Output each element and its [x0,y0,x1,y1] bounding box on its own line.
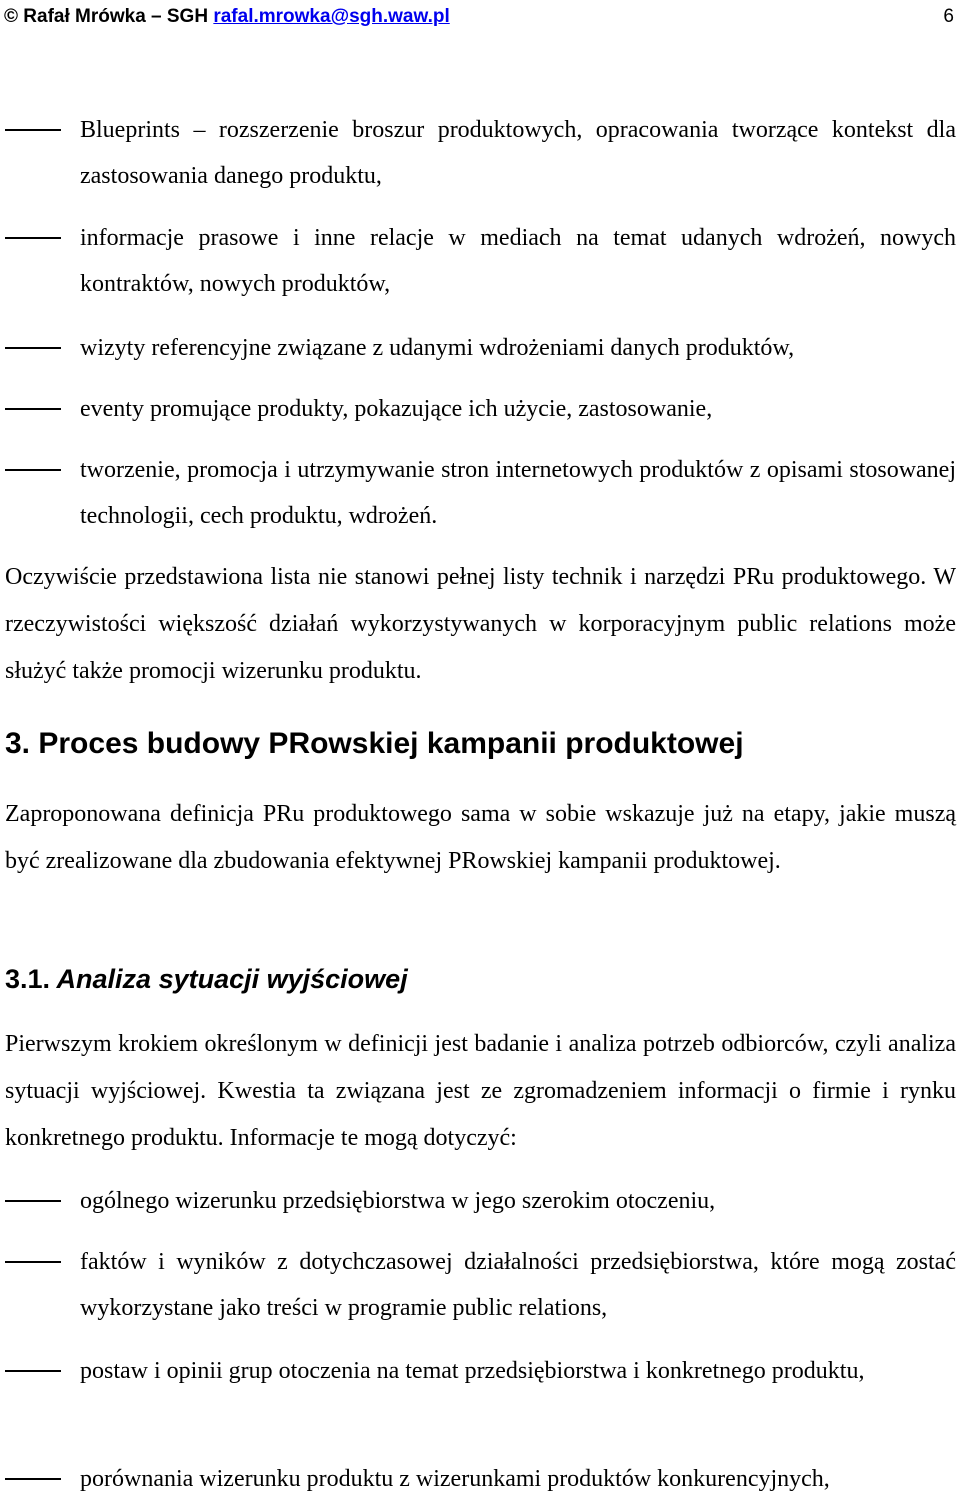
list-item-text: informacje prasowe i inne relacje w mediach na temat udanych wdrożeń, nowych kontraktów, nowych produktów, [80,225,956,297]
list-item [5,386,956,432]
header-author-line [4,4,450,30]
subsection-heading [5,964,408,995]
list-item [5,107,956,199]
paragraph: Zaproponowana definicja PRu produktowego sama w sobie wskazuje już na etapy, jakie muszą być zrealizowane dla zbudowania efektywnej PRowskiej kampanii produktowej. [5,801,956,874]
header-author: © Rafał Mrówka – SGH [4,6,209,27]
list-item [5,1178,956,1224]
list-item [5,215,956,307]
paragraph: Oczywiście przedstawiona lista nie stanowi pełnej listy technik i narzędzi PRu produktowego. W rzeczywistości większość działań wykorzystywanych w korporacyjnym public relations może służyć także promocji wizerunku produktu. [5,564,956,684]
list-item-text: porównania wizerunku produktu z wizerunkami produktów konkurencyjnych, [80,1466,830,1492]
section-number: 3. [5,727,31,760]
list-item-text: wizyty referencyjne związane z udanymi wdrożeniami danych produktów, [80,335,795,361]
list-item-text: postaw i opinii grup otoczenia na temat przedsiębiorstwa i konkretnego produktu, [80,1358,865,1384]
list-item-text: Blueprints – rozszerzenie broszur produktowych, opracowania tworzące kontekst dla zastosowania danego produktu, [80,117,956,189]
page-header [4,4,954,30]
page-number: 6 [943,6,954,27]
paragraph: Pierwszym krokiem określonym w definicji jest badanie i analiza potrzeb odbiorców, czyli analiza sytuacji wyjściowej. Kwestia ta związana jest ze zgromadzeniem informacji o firmie i rynku konkretnego produktu. Informacje te mogą dotyczyć: [5,1031,956,1151]
section-heading [5,727,744,761]
subsection-number: 3.1. [5,964,51,994]
list-item [5,447,956,539]
section-title: Proces budowy PRowskiej kampanii produktowej [38,727,744,760]
list-item [5,1456,956,1502]
list-item [5,1239,956,1331]
list-item-text: faktów i wyników z dotychczasowej działalności przedsiębiorstwa, które mogą zostać wykorzystane jako treści w programie public relations, [80,1249,956,1321]
list-item [5,325,956,371]
header-email-link[interactable]: rafal.mrowka@sgh.waw.pl [213,6,450,27]
list-item-text: eventy promujące produkty, pokazujące ich użycie, zastosowanie, [80,396,713,422]
list-item-text: ogólnego wizerunku przedsiębiorstwa w jego szerokim otoczeniu, [80,1188,716,1214]
list-item [5,1348,956,1394]
list-item-text: tworzenie, promocja i utrzymywanie stron internetowych produktów z opisami stosowanej technologii, cech produktu, wdrożeń. [80,457,956,529]
subsection-title: Analiza sytuacji wyjściowej [56,964,408,994]
